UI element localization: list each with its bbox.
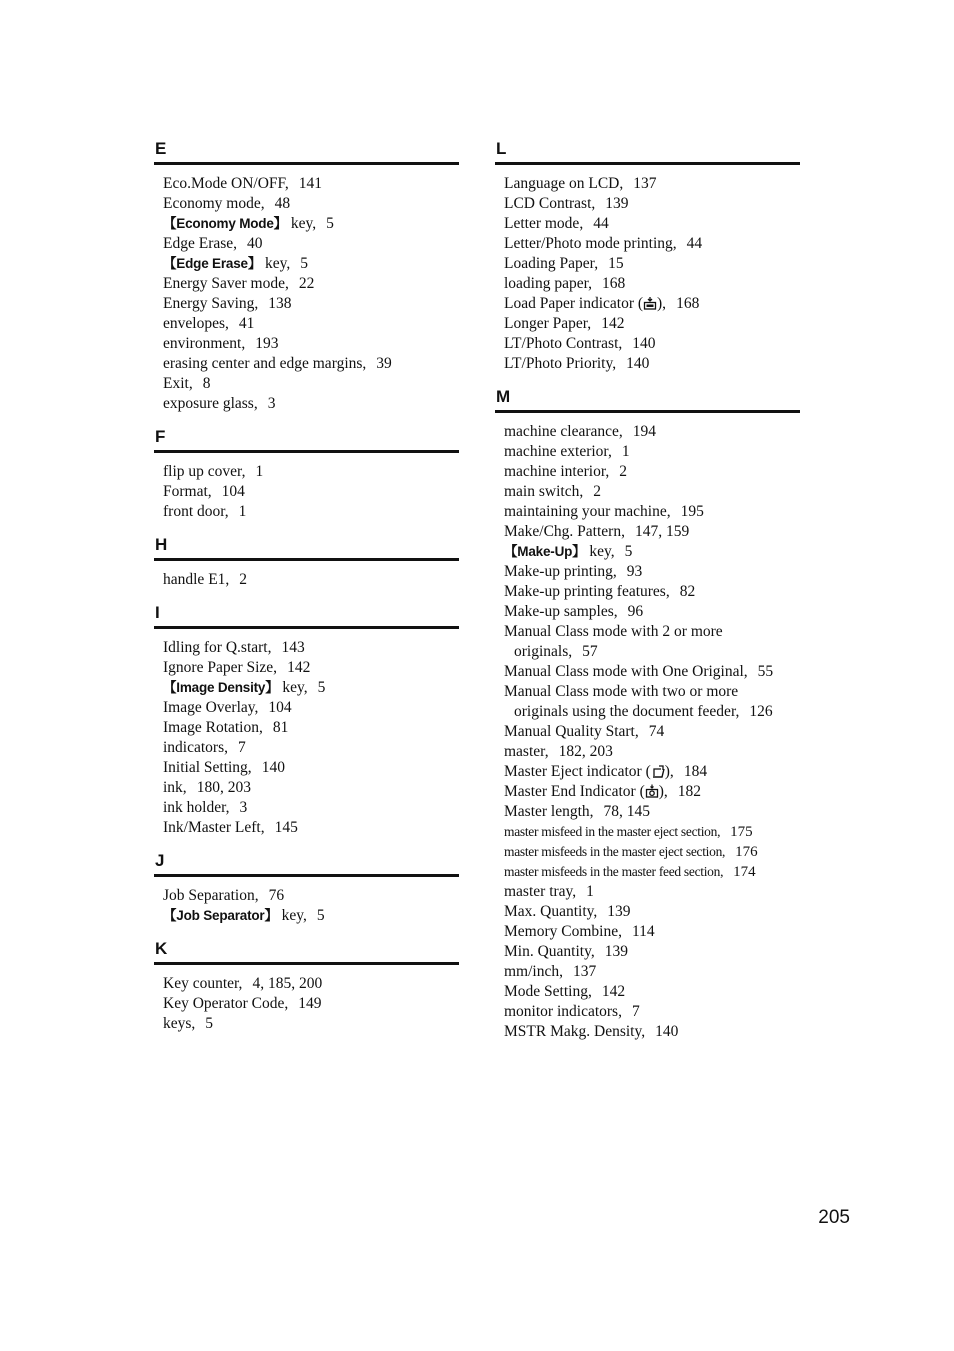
- entry-pages: 168: [602, 275, 626, 292]
- entry-list: [154, 453, 459, 532]
- entry-term: Letter/Photo mode printing,: [504, 235, 677, 252]
- entry-term: Longer Paper,: [504, 315, 592, 332]
- index-entry: [163, 718, 459, 738]
- entry-pages: 74: [648, 723, 665, 740]
- index-entry: [504, 882, 800, 902]
- entry-term: ink,: [163, 779, 187, 796]
- entry-pages: 104: [221, 483, 245, 500]
- entry-pages: 39: [376, 355, 392, 372]
- entry-pages: 2: [619, 463, 628, 480]
- index-entry: [504, 602, 800, 622]
- index-entry: [504, 582, 800, 602]
- entry-pages: 180, 203: [196, 779, 251, 796]
- index-entry: [504, 294, 800, 314]
- index-section: [154, 424, 459, 532]
- entry-term: master,: [504, 743, 549, 760]
- index-section: [154, 936, 459, 1044]
- entry-pages: 193: [255, 335, 279, 352]
- entry-term: mm/inch,: [504, 963, 563, 980]
- entry-term: Mode Setting,: [504, 983, 592, 1000]
- index-entry: [504, 722, 800, 742]
- index-entry: [163, 194, 459, 214]
- entry-pages: 141: [298, 175, 323, 192]
- index-entry: [163, 214, 459, 234]
- entry-term: LCD Contrast,: [504, 195, 596, 212]
- index-entry: [504, 314, 800, 334]
- entry-pages: 149: [298, 995, 322, 1012]
- entry-pages: 140: [626, 355, 650, 372]
- entry-term: front door,: [163, 503, 229, 520]
- entry-term: environment,: [163, 335, 246, 352]
- entry-list: [154, 965, 459, 1044]
- entry-pages: 5: [326, 215, 334, 232]
- index-entry: [504, 502, 800, 522]
- entry-pages: 76: [268, 887, 285, 904]
- entry-pages: 96: [627, 603, 644, 620]
- master-end-icon: [645, 784, 659, 798]
- entry-term: Make-up printing,: [504, 563, 617, 580]
- entry-term: Idling for Q.start,: [163, 639, 272, 656]
- index-entry: [504, 194, 800, 214]
- entry-term: master misfeed in the master eject section,: [504, 824, 721, 839]
- index-entry: [504, 442, 800, 462]
- entry-term: Language on LCD,: [504, 175, 624, 192]
- index-entry: [163, 778, 459, 798]
- index-entry: [163, 374, 459, 394]
- entry-pages: 147, 159: [634, 523, 690, 540]
- entry-pages: 5: [316, 907, 325, 924]
- entry-term: indicators,: [163, 739, 228, 756]
- entry-term: keys,: [163, 1015, 196, 1032]
- index-entry: [504, 902, 800, 922]
- entry-pages: 5: [300, 255, 309, 272]
- entry-list: [154, 629, 459, 848]
- index-entry: [163, 906, 459, 926]
- entry-term: machine interior,: [504, 463, 610, 480]
- index-entry: [504, 662, 800, 682]
- index-entry: [504, 422, 800, 442]
- entry-pages: 44: [593, 215, 609, 232]
- index-entry: [504, 622, 800, 662]
- index-entry: [163, 254, 459, 274]
- entry-term-suffix: ),: [657, 295, 667, 312]
- entry-pages: 194: [632, 423, 656, 440]
- entry-pages: 175: [730, 824, 753, 840]
- entry-term-suffix: ),: [664, 763, 674, 780]
- index-entry: [163, 294, 459, 314]
- index-entry: [504, 542, 800, 562]
- entry-term: exposure glass,: [163, 395, 258, 412]
- index-column-right: [495, 136, 800, 1052]
- entry-term: Make/Chg. Pattern,: [504, 523, 625, 540]
- entry-list: [154, 561, 459, 600]
- index-entry: [504, 962, 800, 982]
- entry-term-suffix: ),: [658, 783, 668, 800]
- index-entry: [163, 818, 459, 838]
- entry-pages: 78, 145: [603, 803, 651, 820]
- index-entry: [163, 994, 459, 1014]
- index-entry: [504, 982, 800, 1002]
- entry-term: ink holder,: [163, 799, 230, 816]
- index-entry: [504, 174, 800, 194]
- index-entry: [163, 234, 459, 254]
- entry-term: LT/Photo Contrast,: [504, 335, 623, 352]
- entry-term: Letter mode,: [504, 215, 584, 232]
- load-paper-icon: [643, 296, 657, 310]
- entry-term: Ink/Master Left,: [163, 819, 265, 836]
- index-entry: [504, 1002, 800, 1022]
- entry-pages: 5: [205, 1015, 214, 1032]
- entry-pages: 7: [238, 739, 246, 756]
- entry-pages: 2: [239, 571, 248, 588]
- index-entry: [504, 254, 800, 274]
- entry-pages: 139: [605, 195, 629, 212]
- index-entry: [504, 822, 800, 842]
- entry-list: [495, 165, 800, 384]
- index-entry: [504, 1022, 800, 1042]
- section-letter: L: [495, 136, 800, 165]
- entry-term: Format,: [163, 483, 212, 500]
- entry-term: Job Separation,: [163, 887, 259, 904]
- entry-pages: 2: [593, 483, 601, 500]
- entry-term: monitor indicators,: [504, 1003, 622, 1020]
- entry-term: Master length,: [504, 803, 594, 820]
- entry-term: Economy mode,: [163, 195, 265, 212]
- entry-pages: 4, 185, 200: [252, 975, 323, 992]
- entry-pages: 142: [287, 659, 311, 676]
- entry-pages: 184: [683, 763, 708, 780]
- entry-pages: 143: [281, 639, 305, 656]
- entry-list: [495, 413, 800, 1052]
- entry-term: key,: [265, 255, 291, 272]
- index-entry: [504, 762, 800, 782]
- index-entry: [163, 570, 459, 590]
- entry-term: flip up cover,: [163, 463, 246, 480]
- entry-term: Manual Class mode with two or more: [504, 683, 739, 700]
- entry-term: Key counter,: [163, 975, 243, 992]
- entry-pages: 15: [608, 255, 624, 272]
- entry-pages: 40: [247, 235, 263, 252]
- entry-pages: 104: [268, 699, 292, 716]
- entry-term: Manual Class mode with 2 or more: [504, 623, 723, 640]
- index-entry: [163, 174, 459, 194]
- entry-term: Master End Indicator (: [504, 783, 645, 800]
- section-letter: M: [495, 384, 800, 413]
- index-entry: [163, 638, 459, 658]
- entry-term: loading paper,: [504, 275, 593, 292]
- entry-list: [154, 877, 459, 936]
- section-letter: F: [154, 424, 459, 453]
- index-entry: [163, 698, 459, 718]
- section-letter: H: [154, 532, 459, 561]
- entry-pages: 8: [202, 375, 211, 392]
- entry-term: Ignore Paper Size,: [163, 659, 278, 676]
- entry-term: key,: [282, 679, 308, 696]
- entry-pages: 114: [631, 923, 655, 940]
- index-entry: [504, 234, 800, 254]
- index-entry: [504, 462, 800, 482]
- index-entry: [163, 314, 459, 334]
- entry-term: machine exterior,: [504, 443, 612, 460]
- entry-term: Make-up samples,: [504, 603, 618, 620]
- entry-pages: 145: [274, 819, 298, 836]
- index-entry: [504, 862, 800, 882]
- entry-pages: 3: [239, 799, 248, 816]
- entry-pages: 55: [757, 663, 774, 680]
- entry-term: Manual Class mode with One Original,: [504, 663, 748, 680]
- entry-continuation: [504, 642, 800, 662]
- index-entry: [163, 274, 459, 294]
- entry-term: key,: [290, 215, 317, 232]
- index-entry: [504, 742, 800, 762]
- index-entry: [163, 354, 459, 374]
- entry-pages: 48: [274, 195, 291, 212]
- entry-term: maintaining your machine,: [504, 503, 671, 520]
- index-entry: [163, 758, 459, 778]
- entry-term: Make-up printing features,: [504, 583, 670, 600]
- entry-term: MSTR Makg. Density,: [504, 1023, 646, 1040]
- entry-term: LT/Photo Priority,: [504, 355, 617, 372]
- entry-pages: 176: [735, 844, 758, 860]
- entry-pages: 195: [680, 503, 704, 520]
- entry-term: Loading Paper,: [504, 255, 599, 272]
- entry-term: Energy Saver mode,: [163, 275, 289, 292]
- index-entry: [504, 682, 800, 722]
- entry-pages: 5: [317, 679, 326, 696]
- entry-term: Initial Setting,: [163, 759, 252, 776]
- entry-term: Key Operator Code,: [163, 995, 289, 1012]
- section-letter: I: [154, 600, 459, 629]
- entry-pages: 41: [238, 315, 255, 332]
- key-name: 【Job Separator】: [163, 908, 278, 923]
- index-entry: [163, 462, 459, 482]
- entry-term: Image Overlay,: [163, 699, 259, 716]
- entry-pages: 82: [679, 583, 696, 600]
- index-entry: [163, 886, 459, 906]
- entry-pages: 137: [572, 963, 597, 980]
- entry-pages: 1: [586, 883, 594, 900]
- index-entry: [163, 334, 459, 354]
- entry-pages: 5: [624, 543, 633, 560]
- entry-term: main switch,: [504, 483, 584, 500]
- entry-pages: 93: [626, 563, 643, 580]
- index-entry: [504, 334, 800, 354]
- index-entry: [163, 1014, 459, 1034]
- entry-pages: 57: [582, 643, 598, 660]
- entry-term: Energy Saving,: [163, 295, 259, 312]
- index-section: [154, 848, 459, 936]
- index-entry: [163, 658, 459, 678]
- index-entry: [163, 502, 459, 522]
- entry-pages: 44: [686, 235, 703, 252]
- index-entry: [504, 482, 800, 502]
- index-entry: [163, 678, 459, 698]
- entry-term: Load Paper indicator (: [504, 295, 644, 312]
- entry-pages: 81: [272, 719, 289, 736]
- entry-term: handle E1,: [163, 571, 230, 588]
- index-section: [154, 600, 459, 848]
- index-section: [154, 136, 459, 424]
- index-entry: [504, 922, 800, 942]
- entry-pages: 126: [749, 703, 773, 720]
- entry-pages: 142: [601, 983, 626, 1000]
- index-section: [495, 136, 800, 384]
- key-name: 【Make-Up】: [504, 544, 586, 559]
- entry-pages: 174: [733, 864, 756, 880]
- entry-term: master tray,: [504, 883, 577, 900]
- entry-pages: 182, 203: [558, 743, 613, 760]
- entry-term: Max. Quantity,: [504, 903, 598, 920]
- index-entry: [163, 798, 459, 818]
- entry-term: machine clearance,: [504, 423, 623, 440]
- entry-pages: 1: [621, 443, 630, 460]
- index-entry: [504, 354, 800, 374]
- key-name: 【Economy Mode】: [163, 216, 287, 231]
- key-name: 【Image Density】: [163, 680, 279, 695]
- index-entry: [504, 214, 800, 234]
- index-column-left: [154, 136, 459, 1044]
- entry-pages: 22: [298, 275, 315, 292]
- index-entry: [504, 942, 800, 962]
- index-entry: [504, 562, 800, 582]
- entry-term: envelopes,: [163, 315, 229, 332]
- index-entry: [504, 522, 800, 542]
- entry-list: [154, 165, 459, 424]
- entry-term: Min. Quantity,: [504, 943, 595, 960]
- entry-pages: 1: [238, 503, 247, 520]
- index-entry: [504, 842, 800, 862]
- index-entry: [163, 482, 459, 502]
- entry-pages: 1: [255, 463, 264, 480]
- entry-term-continued: originals using the document feeder,: [514, 703, 740, 720]
- index-entry: [163, 738, 459, 758]
- entry-pages: 139: [607, 903, 631, 920]
- section-letter: J: [154, 848, 459, 877]
- entry-pages: 7: [631, 1003, 640, 1020]
- entry-term: Exit,: [163, 375, 193, 392]
- key-name: 【Edge Erase】: [163, 256, 262, 271]
- entry-term: key,: [281, 907, 307, 924]
- index-entry: [163, 394, 459, 414]
- entry-term: Edge Erase,: [163, 235, 238, 252]
- index-entry: [163, 974, 459, 994]
- entry-pages: 3: [267, 395, 276, 412]
- section-letter: K: [154, 936, 459, 965]
- entry-pages: 140: [655, 1023, 679, 1040]
- entry-pages: 140: [632, 335, 656, 352]
- entry-term: master misfeeds in the master feed section,: [504, 864, 724, 879]
- entry-term: Memory Combine,: [504, 923, 622, 940]
- section-letter: E: [154, 136, 459, 165]
- index-entry: [504, 802, 800, 822]
- page-number: 205: [818, 1207, 850, 1228]
- entry-pages: 138: [268, 295, 292, 312]
- entry-term-continued: originals,: [514, 643, 573, 660]
- entry-pages: 139: [604, 943, 628, 960]
- entry-term: Master Eject indicator (: [504, 763, 651, 780]
- index-section: [154, 532, 459, 600]
- entry-pages: 140: [261, 759, 285, 776]
- entry-pages: 168: [676, 295, 700, 312]
- entry-term: Eco.Mode ON/OFF,: [163, 175, 289, 192]
- master-eject-icon: [651, 764, 665, 778]
- index-entry: [504, 782, 800, 802]
- entry-continuation: [504, 702, 800, 722]
- entry-term: erasing center and edge margins,: [163, 355, 367, 372]
- index-section: [495, 384, 800, 1052]
- entry-pages: 182: [677, 783, 702, 800]
- entry-pages: 137: [633, 175, 657, 192]
- entry-term: Image Rotation,: [163, 719, 263, 736]
- entry-pages: 142: [601, 315, 625, 332]
- entry-term: Manual Quality Start,: [504, 723, 639, 740]
- index-entry: [504, 274, 800, 294]
- entry-term: master misfeeds in the master eject section,: [504, 844, 726, 859]
- entry-term: key,: [589, 543, 615, 560]
